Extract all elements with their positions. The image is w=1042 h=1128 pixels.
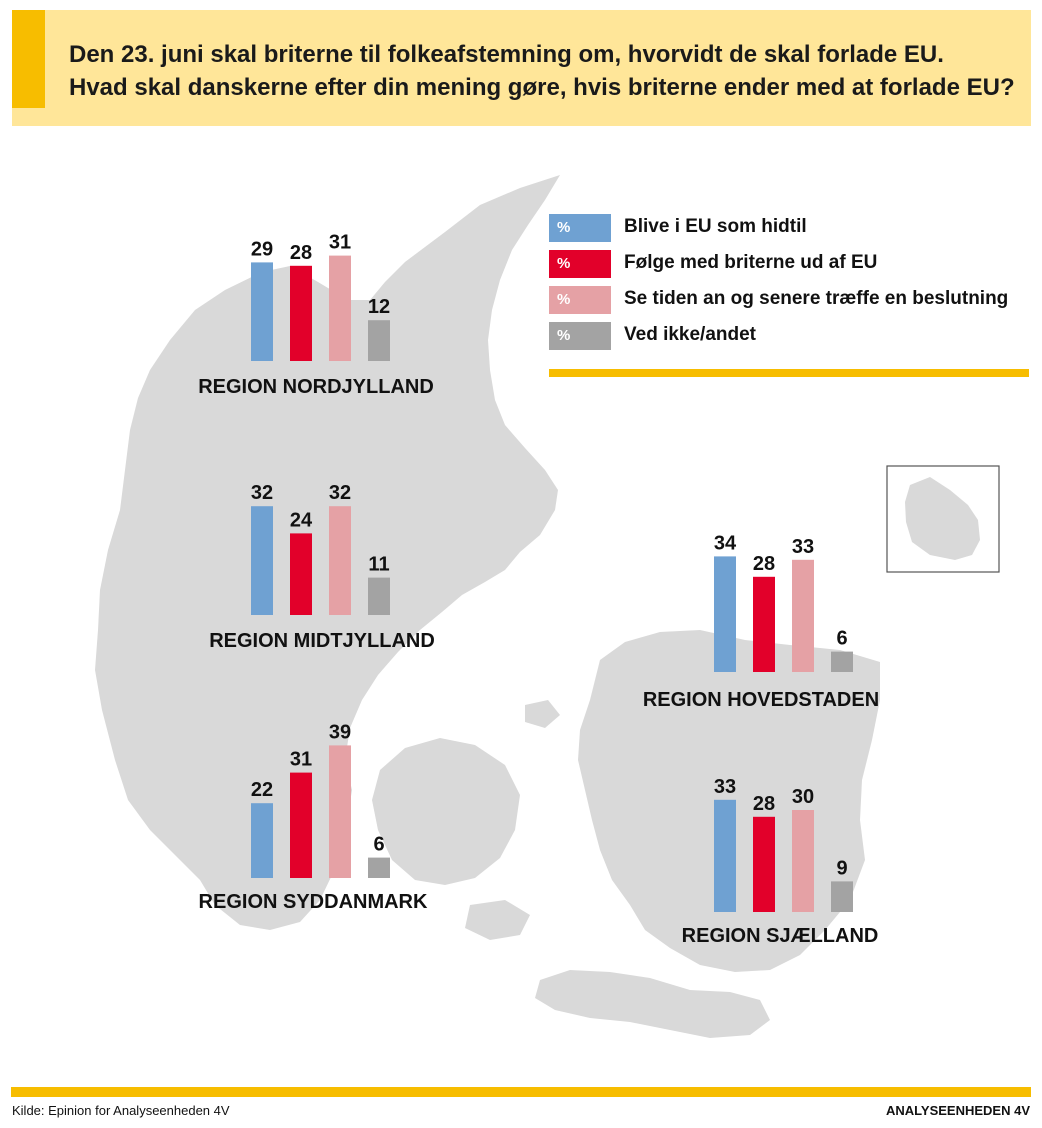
bar — [831, 881, 853, 912]
title-line-2: Hvad skal danskerne efter din mening gøre, hvis briterne ender med at forlade EU? — [69, 74, 1015, 101]
bar — [290, 533, 312, 615]
bar-value-label: 39 — [328, 721, 352, 744]
bar-value-label: 33 — [713, 775, 737, 798]
bar-value-label: 24 — [289, 509, 313, 532]
bar-value-label: 32 — [328, 482, 352, 505]
bar-value-label: 11 — [368, 553, 390, 576]
bar-value-label: 6 — [373, 833, 385, 856]
bar-value-label: 6 — [836, 627, 848, 650]
bar — [368, 578, 390, 615]
legend-item — [549, 318, 1029, 354]
title-line-1: Den 23. juni skal briterne til folkeafstemning om, hvorvidt de skal forlade EU. — [69, 41, 944, 68]
bar-value-label: 33 — [791, 535, 815, 558]
bar — [368, 858, 390, 878]
legend-label: Blive i EU som hidtil — [624, 216, 807, 237]
region-label: REGION SYDDANMARK — [198, 891, 428, 913]
island-shape — [465, 900, 530, 940]
footer-divider — [11, 1087, 1031, 1097]
bar-value-label: 31 — [328, 231, 352, 254]
source-note: Kilde: Epinion for Analyseenheden 4V — [12, 1103, 230, 1118]
brand-label: ANALYSEENHEDEN 4V — [885, 1103, 1030, 1118]
legend-item — [549, 282, 1029, 318]
region-label: REGION SJÆLLAND — [681, 925, 879, 947]
bar-value-label: 34 — [713, 532, 737, 555]
bar-value-label: 28 — [752, 552, 776, 575]
bar — [753, 577, 775, 672]
bar-value-label: 29 — [250, 238, 274, 261]
bar — [714, 800, 736, 912]
funen-shape — [372, 738, 520, 885]
bar-value-label: 12 — [367, 296, 391, 319]
legend-label: Se tiden an og senere træffe en beslutning — [624, 288, 1009, 309]
bar-value-label: 28 — [752, 792, 776, 815]
legend — [549, 210, 1029, 354]
region-label: REGION NORDJYLLAND — [198, 376, 434, 398]
bar — [753, 817, 775, 912]
legend-swatch: % — [549, 322, 611, 350]
bar-value-label: 32 — [250, 482, 274, 505]
bar — [251, 262, 273, 361]
region-label: REGION HOVEDSTADEN — [642, 689, 880, 711]
legend-swatch: % — [549, 286, 611, 314]
bar — [329, 506, 351, 615]
bar — [290, 266, 312, 361]
bar — [368, 320, 390, 361]
bar-value-label: 30 — [791, 786, 815, 808]
island-shape — [525, 700, 560, 728]
bar-value-label: 28 — [289, 241, 313, 264]
legend-swatch: % — [549, 214, 611, 242]
bar-value-label: 9 — [836, 857, 848, 880]
bar — [714, 556, 736, 672]
bar — [290, 773, 312, 878]
legend-divider — [549, 369, 1029, 377]
bar — [329, 745, 351, 878]
bar — [251, 506, 273, 615]
bar-value-label: 22 — [250, 779, 274, 802]
bar — [792, 560, 814, 672]
legend-swatch: % — [549, 250, 611, 278]
legend-item — [549, 246, 1029, 282]
bar — [329, 256, 351, 361]
lolland-shape — [535, 970, 770, 1038]
bar — [251, 803, 273, 878]
bar — [792, 810, 814, 912]
bar — [831, 652, 853, 672]
region-label: REGION MIDTJYLLAND — [209, 630, 435, 652]
legend-item — [549, 210, 1029, 246]
legend-label: Følge med briterne ud af EU — [624, 252, 878, 273]
legend-label: Ved ikke/andet — [624, 324, 757, 345]
bar-value-label: 31 — [289, 748, 313, 771]
